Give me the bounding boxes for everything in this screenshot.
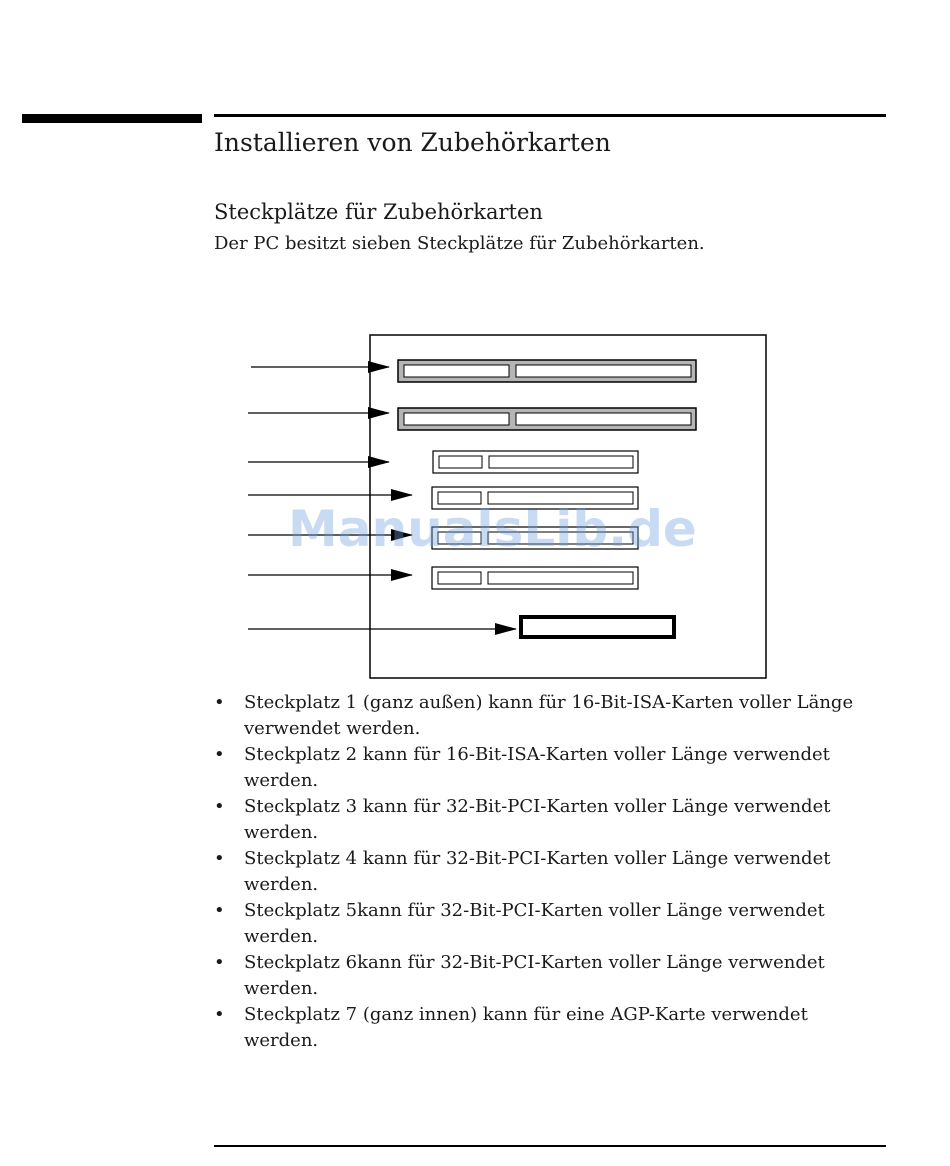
bullet-icon: • <box>214 796 225 817</box>
bullet-icon: • <box>214 1004 225 1025</box>
list-item: • Steckplatz 2 kann für 16-Bit-ISA-Karten voller Länge verwendet werden. <box>214 744 830 791</box>
slot-6 <box>432 567 638 589</box>
bullet-icon: • <box>214 744 225 765</box>
slot-description-list <box>214 690 886 1054</box>
slot-7 <box>521 617 674 637</box>
list-item: • Steckplatz 5kann für 32-Bit-PCI-Karten voller Länge verwendet werden. <box>214 900 825 947</box>
slot-3 <box>433 451 638 473</box>
section-heading: Steckplätze für Zubehörkarten <box>214 200 543 224</box>
list-item: • Steckplatz 1 (ganz außen) kann für 16-Bit-ISA-Karten voller Länge verwendet werden. <box>214 692 854 739</box>
page-title: Installieren von Zubehörkarten <box>214 128 611 157</box>
footer-rule <box>214 1145 886 1147</box>
section-intro: Der PC besitzt sieben Steckplätze für Zubehörkarten. <box>214 233 705 254</box>
list-item: • Steckplatz 3 kann für 32-Bit-PCI-Karten voller Länge verwendet werden. <box>214 796 831 843</box>
slot-1 <box>398 360 696 382</box>
list-item: • Steckplatz 6kann für 32-Bit-PCI-Karten voller Länge verwendet werden. <box>214 952 825 999</box>
bullet-icon: • <box>214 848 225 869</box>
bullet-icon: • <box>214 952 225 973</box>
watermark: ManualsLib.de <box>288 500 697 558</box>
slot-2 <box>398 408 696 430</box>
bullet-icon: • <box>214 692 225 713</box>
list-item: • Steckplatz 7 (ganz innen) kann für eine AGP-Karte verwendet werden. <box>214 1004 808 1051</box>
bullet-icon: • <box>214 900 225 921</box>
list-item: • Steckplatz 4 kann für 32-Bit-PCI-Karten voller Länge verwendet werden. <box>214 848 831 895</box>
